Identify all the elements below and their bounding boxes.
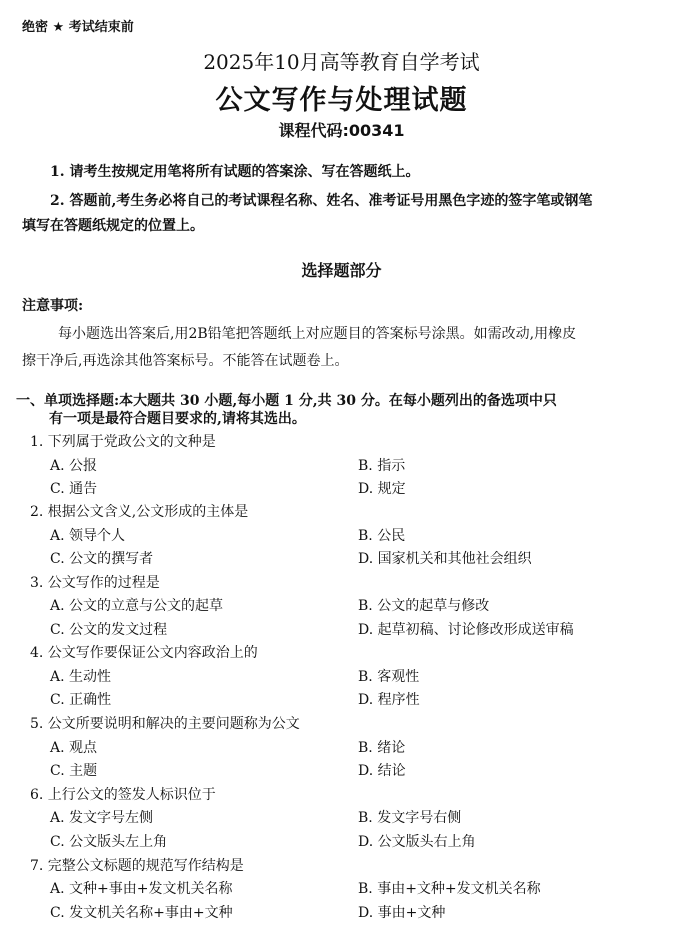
q7-option-a: A. 文种+事由+发文机关名称 bbox=[50, 881, 233, 897]
q5-option-d: D. 结论 bbox=[358, 763, 406, 779]
q2-option-b: B. 公民 bbox=[358, 528, 406, 544]
q5-option-c: C. 主题 bbox=[50, 763, 98, 779]
instruction-1: 1. 请考生按规定用笔将所有试题的答案涂、写在答题纸上。 bbox=[50, 164, 420, 180]
attention-label: 注意事项: bbox=[22, 298, 84, 314]
question-2: 2. 根据公文含义,公文形成的主体是 bbox=[30, 504, 249, 520]
q3-option-a: A. 公文的立意与公文的起草 bbox=[50, 598, 224, 614]
question-3: 3. 公文写作的过程是 bbox=[30, 575, 160, 591]
q4-option-a: A. 生动性 bbox=[50, 669, 112, 685]
q1-option-a: A. 公报 bbox=[50, 458, 98, 474]
q1-option-d: D. 规定 bbox=[358, 481, 406, 497]
q1-option-b: B. 指示 bbox=[358, 458, 406, 474]
part-one-heading: 一、单项选择题:本大题共 30 小题,每小题 1 分,共 30 分。在每小题列出的备选项中只 bbox=[16, 393, 557, 409]
q4-option-d: D. 程序性 bbox=[358, 692, 420, 708]
q3-option-d: D. 起草初稿、讨论修改形成送审稿 bbox=[358, 622, 574, 638]
q2-option-d: D. 国家机关和其他社会组织 bbox=[358, 551, 532, 567]
question-6: 6. 上行公文的签发人标识位于 bbox=[30, 787, 216, 803]
instruction-2: 2. 答题前,考生务必将自己的考试课程名称、姓名、准考证号用黑色字迹的签字笔或钢笔 bbox=[50, 193, 593, 209]
q1-option-c: C. 通告 bbox=[50, 481, 98, 497]
attention-line-1: 每小题选出答案后,用2B铅笔把答题纸上对应题目的答案标号涂黑。如需改动,用橡皮 bbox=[58, 326, 577, 342]
q3-option-b: B. 公文的起草与修改 bbox=[358, 598, 490, 614]
q7-option-d: D. 事由+文种 bbox=[358, 905, 446, 921]
q3-option-c: C. 公文的发文过程 bbox=[50, 622, 168, 638]
attention-line-2: 擦干净后,再选涂其他答案标号。不能答在试题卷上。 bbox=[22, 353, 349, 369]
question-5: 5. 公文所要说明和解决的主要问题称为公文 bbox=[30, 716, 300, 732]
exam-title: 2025年10月高等教育自学考试 bbox=[203, 50, 480, 74]
q7-option-c: C. 发文机关名称+事由+文种 bbox=[50, 905, 233, 921]
q5-option-a: A. 观点 bbox=[50, 740, 98, 756]
q2-option-a: A. 领导个人 bbox=[50, 528, 126, 544]
section-title: 选择题部分 bbox=[301, 261, 382, 280]
q6-option-a: A. 发文字号左侧 bbox=[50, 810, 154, 826]
question-7: 7. 完整公文标题的规范写作结构是 bbox=[30, 858, 244, 874]
part-one-heading-cont: 有一项是最符合题目要求的,请将其选出。 bbox=[49, 411, 306, 427]
q6-option-c: C. 公文版头左上角 bbox=[50, 834, 168, 850]
q7-option-b: B. 事由+文种+发文机关名称 bbox=[358, 881, 541, 897]
q4-option-b: B. 客观性 bbox=[358, 669, 420, 685]
q6-option-b: B. 发文字号右侧 bbox=[358, 810, 462, 826]
question-4: 4. 公文写作要保证公文内容政治上的 bbox=[30, 645, 258, 661]
course-code: 课程代码:00341 bbox=[278, 121, 405, 140]
paper-title: 公文写作与处理试题 bbox=[215, 85, 468, 116]
confidential-mark: 绝密 ★ 考试结束前 bbox=[22, 20, 134, 35]
q2-option-c: C. 公文的撰写者 bbox=[50, 551, 154, 567]
q6-option-d: D. 公文版头右上角 bbox=[358, 834, 476, 850]
q4-option-c: C. 正确性 bbox=[50, 692, 112, 708]
question-1: 1. 下列属于党政公文的文种是 bbox=[30, 434, 216, 450]
q5-option-b: B. 绪论 bbox=[358, 740, 406, 756]
instruction-2-cont: 填写在答题纸规定的位置上。 bbox=[22, 218, 204, 234]
